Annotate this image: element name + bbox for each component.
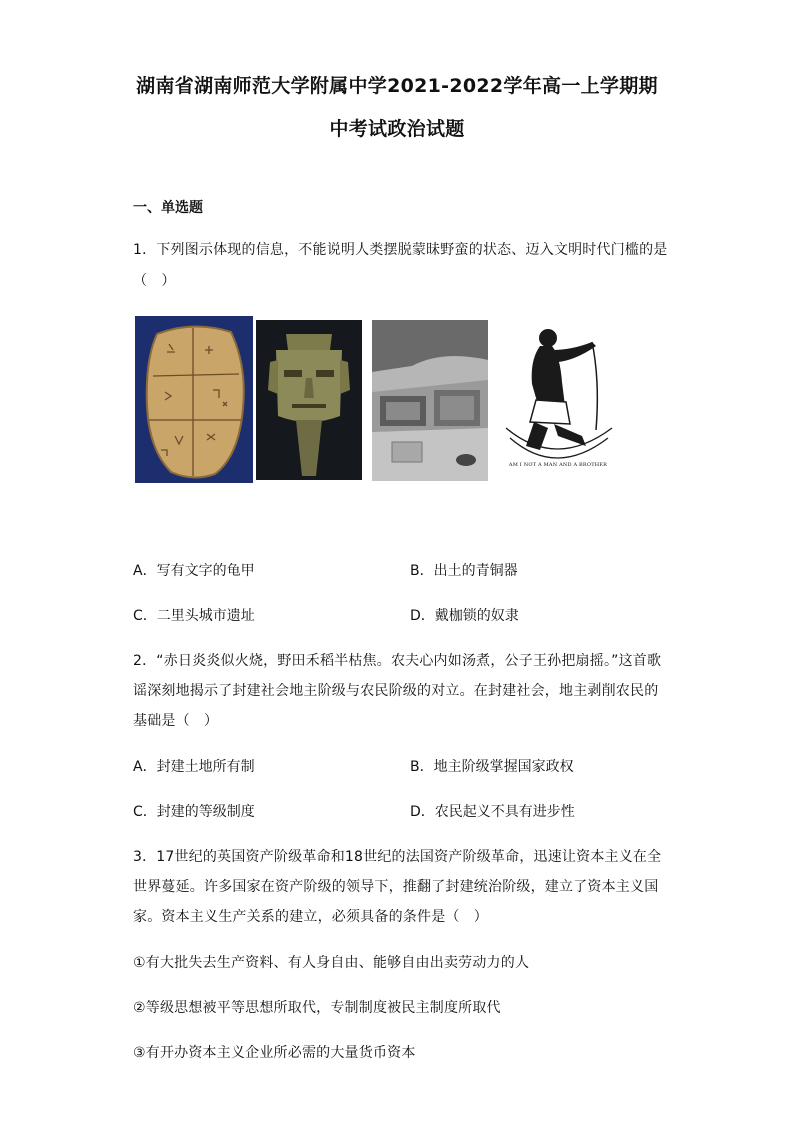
q2-stem-line-3: 基础是（ ） bbox=[133, 713, 219, 729]
emblem-caption: AM I NOT A MAN AND A BROTHER bbox=[508, 462, 608, 468]
kneeling-slave-image bbox=[500, 320, 616, 484]
q2-option-b[interactable]: B．地主阶级掌握国家政权 bbox=[410, 759, 574, 775]
document-title-line-2: 中考试政治试题 bbox=[329, 118, 465, 140]
q3-statement-1: ①有大批失去生产资料、有人身自由、能够自由出卖劳动力的人 bbox=[133, 955, 530, 971]
q3-stem-line-2: 世界蔓延。许多国家在资产阶级的领导下，推翻了封建统治阶级，建立了资本主义国 bbox=[133, 879, 659, 895]
q3-stem-line-1: 3．17世纪的英国资产阶级革命和18世纪的法国资产阶级革命，迅速让资本主义在全 bbox=[133, 849, 662, 865]
section-heading: 一、单选题 bbox=[133, 200, 203, 216]
q1-option-b[interactable]: B．出土的青铜器 bbox=[410, 563, 518, 579]
q1-option-c[interactable]: C．二里头城市遗址 bbox=[133, 608, 255, 624]
q1-stem-line-2: （ ） bbox=[133, 273, 176, 289]
q2-stem-line-1: 2．“赤日炎炎似火烧，野田禾稻半枯焦。农夫心内如汤煮，公子王孙把扇摇。”这首歌 bbox=[133, 653, 662, 669]
q2-option-c[interactable]: C．封建的等级制度 bbox=[133, 804, 255, 820]
erlitou-site-image bbox=[372, 320, 488, 481]
q3-statement-3: ③有开办资本主义企业所必需的大量货币资本 bbox=[133, 1045, 416, 1061]
q2-stem-line-2: 谣深刻地揭示了封建社会地主阶级与农民阶级的对立。在封建社会，地主剥削农民的 bbox=[133, 683, 659, 699]
q1-stem-line-1: 1．下列图示体现的信息，不能说明人类摆脱蒙昧野蛮的状态、迈入文明时代门槛的是 bbox=[133, 242, 668, 258]
q3-stem-line-3: 家。资本主义生产关系的建立，必须具备的条件是（ ） bbox=[133, 909, 488, 925]
q1-option-a[interactable]: A．写有文字的龟甲 bbox=[133, 563, 255, 579]
document-title-line-1: 湖南省湖南师范大学附属中学2021-2022学年高一上学期期 bbox=[136, 75, 658, 97]
oracle-bone-image bbox=[135, 316, 253, 483]
q2-option-a[interactable]: A．封建土地所有制 bbox=[133, 759, 255, 775]
q1-option-d[interactable]: D．戴枷锁的奴隶 bbox=[410, 608, 519, 624]
bronze-mask-image bbox=[256, 320, 362, 480]
q3-statement-2: ②等级思想被平等思想所取代，专制制度被民主制度所取代 bbox=[133, 1000, 501, 1016]
q2-option-d[interactable]: D．农民起义不具有进步性 bbox=[410, 804, 575, 820]
